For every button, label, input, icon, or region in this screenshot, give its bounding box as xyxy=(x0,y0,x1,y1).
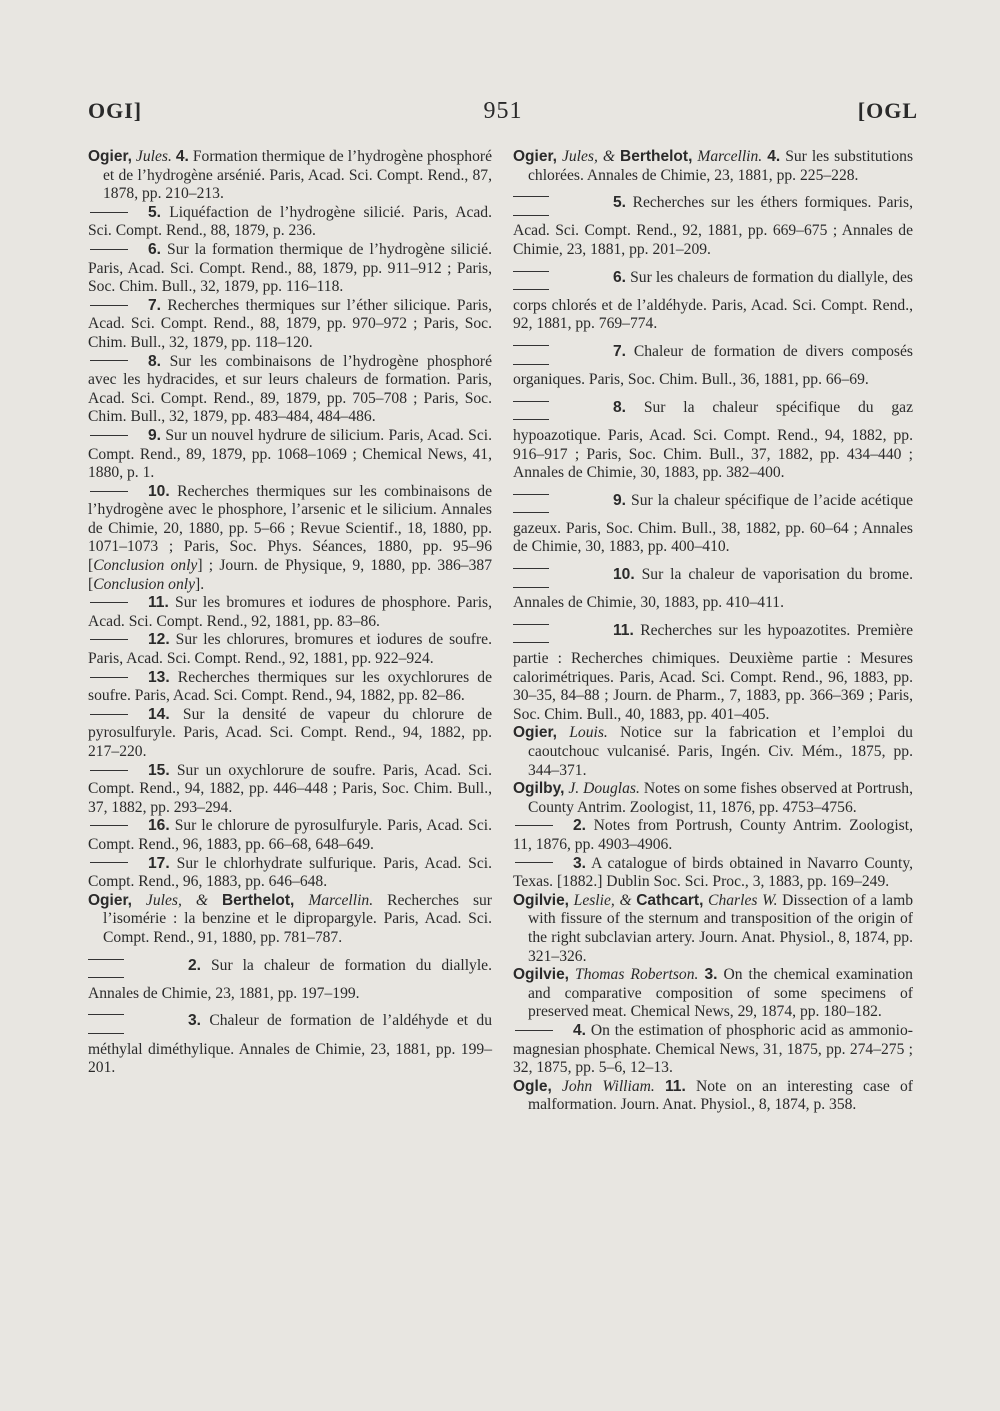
double-ditto-rule xyxy=(513,389,593,426)
entry-text: Recherches thermiques sur l’éther silicique. Paris, Acad. Sci. Compt. Rend., 88, 1879, pp. 970–972 ; Paris, Soc. Chim. Bull., 32, 1879, pp. 118–120. xyxy=(88,296,492,351)
bibliography-entry xyxy=(88,353,492,427)
entry-number: 3. xyxy=(573,854,587,872)
bibliography-entry xyxy=(88,892,492,948)
ditto-rule xyxy=(90,249,128,250)
entry-number: 17. xyxy=(148,854,170,872)
entry-text: Sur la chaleur de formation du diallyle. Annales de Chimie, 23, 1881, pp. 197–199. xyxy=(88,956,492,1002)
entry-number: 14. xyxy=(148,705,170,723)
ditto-rule xyxy=(515,825,553,826)
entry-text: Recherches thermiques sur les oxychlorures de soufre. Paris, Acad. Sci. Compt. Rend., 94, 1882, pp. 82–86. xyxy=(88,668,492,705)
entry-text: Formation thermique de l’hydrogène phosphoré et de l’hydrogène arsénié. Paris, Acad. Sci. Compt. Rend., 87, 1878, pp. 210–213. xyxy=(103,148,492,203)
entry-number: 2. xyxy=(188,956,202,974)
entry-text: On the estimation of phosphoric acid as ammonio-magnesian phosphate. Chemical News, 31, 1875, pp. 274–275 ; 32, 1875, pp. 5–6, 12–13. xyxy=(513,1021,913,1077)
entry-text: Recherches thermiques sur les combinaisons de l’hydrogène avec le phosphore, l’arsenic et le silicium. Annales de Chimie, 20, 1880, pp. 5–66 ; Revue Scientif., 18, 1880, pp. 1071–1073 ; Paris, Soc. Phys. Séances, 1880, pp. 95–96 [ xyxy=(88,482,492,575)
author-name: Ogier, xyxy=(513,148,557,165)
entry-number: 8. xyxy=(148,352,162,370)
bibliography-entry xyxy=(513,185,913,259)
coauthor-name: Berthelot, xyxy=(221,891,295,909)
bibliography-entry xyxy=(513,780,913,817)
coauthor-given-name: Marcellin. xyxy=(697,148,763,165)
entry-number: 4. xyxy=(573,1021,587,1039)
entry-number: 11. xyxy=(613,622,634,640)
double-ditto-rule xyxy=(513,482,593,519)
bibliography-entry xyxy=(88,148,492,204)
entry-number: 9. xyxy=(613,491,627,509)
page-number: 951 xyxy=(483,98,523,124)
entry-number: 12. xyxy=(148,631,170,649)
entry-text: Notice sur la fabrication et l’emploi du caoutchouc vulcanisé. Paris, Ingén. Civ. Mém., 1875, pp. 344–371. xyxy=(528,724,913,779)
ditto-rule xyxy=(90,212,128,213)
entry-number: 11. xyxy=(148,594,169,612)
bibliography-entry xyxy=(88,631,492,668)
entry-number: 4. xyxy=(175,148,189,165)
ditto-rule xyxy=(90,435,128,436)
entry-text: Sur un nouvel hydrure de silicium. Paris, Acad. Sci. Compt. Rend., 89, 1879, pp. 1068–1069 ; Chemical News, 41, 1880, p. 1. xyxy=(88,426,492,482)
entry-text: Sur les chaleurs de formation du diallyle, des corps chlorés et de l’aldéhyde. Paris, Acad. Sci. Compt. Rend., 92, 1881, pp. 769–774. xyxy=(513,268,913,333)
coauthor-name: Berthelot, xyxy=(620,148,693,165)
bibliography-entry xyxy=(88,297,492,353)
entry-text: Sur la formation thermique de l’hydrogène silicié. Paris, Acad. Sci. Compt. Rend., 88, 1879, pp. 911–912 ; Paris, Soc. Chim. Bull., 32, 1879, pp. 116–118. xyxy=(88,240,493,296)
entry-text: Sur les chlorures, bromures et iodures de soufre. Paris, Acad. Sci. Compt. Rend., 92, 1881, pp. 922–924. xyxy=(88,631,492,668)
italic-note: Conclusion only xyxy=(93,575,195,593)
ditto-rule xyxy=(90,602,128,603)
entry-number: 11. xyxy=(664,1077,686,1095)
author-given-name: Jules, xyxy=(145,891,182,909)
ditto-rule xyxy=(90,677,128,678)
entry-text: ] ; Journ. de Physique, 9, 1880, pp. 386–387 [ xyxy=(88,557,492,593)
coauthor-given-name: Marcellin. xyxy=(308,891,374,909)
ditto-rule xyxy=(90,770,128,771)
bibliography-entry xyxy=(88,427,492,483)
bibliography-entry xyxy=(513,1078,913,1115)
ditto-rule xyxy=(90,862,128,863)
entry-number: 9. xyxy=(148,426,162,444)
bibliography-entry xyxy=(88,817,492,854)
bibliography-entry xyxy=(513,613,913,725)
entry-text: Sur la densité de vapeur du chlorure de pyrosulfuryle. Paris, Acad. Sci. Compt. Rend., 94, 1882, pp. 217–220. xyxy=(88,705,492,760)
ampersand: & xyxy=(195,891,208,909)
author-given-name: Jules. xyxy=(135,148,172,165)
entry-number: 6. xyxy=(613,268,627,286)
entry-text: A catalogue of birds obtained in Navarro County, Texas. [1882.] Dublin Soc. Sci. Proc., 3, 1883, pp. 169–249. xyxy=(513,854,913,891)
ditto-rule xyxy=(90,360,128,361)
entry-text: Liquéfaction de l’hydrogène silicié. Paris, Acad. Sci. Compt. Rend., 88, 1879, p. 236. xyxy=(88,203,492,240)
entry-text: Chaleur de formation de l’aldéhyde et du méthylal diméthylique. Annales de Chimie, 23, 1881, pp. 199–201. xyxy=(88,1012,492,1077)
bibliography-entry xyxy=(513,483,913,557)
coauthor-name: Cathcart, xyxy=(636,891,704,909)
entry-number: 8. xyxy=(613,398,627,416)
author-name: Ogilby, xyxy=(513,780,565,798)
double-ditto-rule xyxy=(513,612,593,649)
running-head-left: OGI] xyxy=(88,98,143,123)
author-given-name: John William. xyxy=(561,1077,655,1095)
entry-number: 5. xyxy=(148,203,162,221)
entry-text: Sur la chaleur spécifique de l’acide acétique gazeux. Paris, Soc. Chim. Bull., 38, 1882, pp. 60–64 ; Annales de Chimie, 30, 1883, pp. 400–410. xyxy=(513,491,913,556)
entry-text: On the chemical examination and comparative composition of some specimens of preserved meat. Chemical News, 29, 1874, pp. 180–182. xyxy=(528,966,913,1021)
entry-text: Sur la chaleur de vaporisation du brome. Annales de Chimie, 30, 1883, pp. 410–411. xyxy=(513,566,913,612)
entry-number: 7. xyxy=(148,296,162,314)
entry-text: Note on an interesting case of malformation. Journ. Anat. Physiol., 8, 1874, p. 358. xyxy=(528,1077,913,1114)
entry-text: Notes from Portrush, County Antrim. Zoologist, 11, 1876, pp. 4903–4906. xyxy=(513,817,913,853)
entry-text: ]. xyxy=(195,575,205,593)
author-given-name: Louis. xyxy=(569,724,608,742)
entry-text: Recherches sur les éthers formiques. Paris, Acad. Sci. Compt. Rend., 92, 1881, pp. 669–675 ; Annales de Chimie, 23, 1881, pp. 201–209. xyxy=(513,194,913,258)
entry-text: Chaleur de formation de divers composés organiques. Paris, Soc. Chim. Bull., 36, 1881, pp. 66–69. xyxy=(513,343,913,389)
author-given-name: J. Douglas. xyxy=(568,780,640,798)
bibliography-entry xyxy=(88,1003,492,1077)
ampersand: & xyxy=(602,148,616,165)
entry-number: 2. xyxy=(573,817,587,835)
entry-text: Sur la chaleur spécifique du gaz hypoazotique. Paris, Acad. Sci. Compt. Rend., 94, 1882, pp. 916–917 ; Paris, Soc. Chim. Bull., 37, 1882, pp. 434–440 ; Annales de Chimie, 30, 1883, pp. 382–400. xyxy=(513,398,913,482)
entry-number: 10. xyxy=(613,566,635,584)
bibliography-entry xyxy=(88,204,492,241)
author-given-name: Thomas Robertson. xyxy=(575,966,699,984)
author-name: Ogilvie, xyxy=(513,891,569,909)
entry-number: 10. xyxy=(148,482,170,500)
bibliography-entry xyxy=(88,706,492,762)
entry-number: 5. xyxy=(613,194,627,212)
ditto-rule xyxy=(90,714,128,715)
bibliography-entry xyxy=(88,483,492,595)
entry-text: Sur le chlorhydrate sulfurique. Paris, Acad. Sci. Compt. Rend., 96, 1883, pp. 646–648. xyxy=(88,854,492,891)
bibliography-entry xyxy=(513,334,913,390)
ampersand: & xyxy=(619,891,632,909)
author-name: Ogilvie, xyxy=(513,966,569,984)
bibliography-entry xyxy=(513,1022,913,1078)
right-column xyxy=(513,148,913,1115)
bibliography-entry xyxy=(88,762,492,818)
ditto-rule xyxy=(90,305,128,306)
author-given-name: Leslie, xyxy=(573,891,615,909)
entry-text: Sur les bromures et iodures de phosphore. Paris, Acad. Sci. Compt. Rend., 92, 1881, pp. 83–86. xyxy=(88,594,492,630)
entry-text: Recherches sur les hypoazotites. Première partie : Recherches chimiques. Deuxième partie : Mesures calorimétriques. Paris, Acad. Sci. Compt. Rend., 96, 1883, pp. 30–35, 84–88 ; Journ. de Pharm., 7, 1883, pp. 366–369 ; Paris, Soc. Chim. Bull., 40, 1883, pp. 401–405. xyxy=(513,622,913,723)
entry-number: 3. xyxy=(704,966,718,984)
entry-text: Sur les combinaisons de l’hydrogène phosphoré avec les hydracides, et sur leurs chaleurs de formation. Paris, Acad. Sci. Compt. Rend., 89, 1879, pp. 705–708 ; Paris, Soc. Chim. Bull., 32, 1879, pp. 483–484, 484–486. xyxy=(88,352,492,426)
double-ditto-rule xyxy=(88,947,168,984)
bibliography-entry xyxy=(513,148,913,185)
running-head-right: [OGL xyxy=(857,98,918,123)
bibliography-entry xyxy=(513,557,913,613)
double-ditto-rule xyxy=(513,184,593,221)
author-name: Ogle, xyxy=(513,1077,552,1095)
bibliography-entry xyxy=(513,390,913,483)
double-ditto-rule xyxy=(513,259,593,296)
left-column xyxy=(88,148,492,1078)
ditto-rule xyxy=(90,639,128,640)
entry-text: Sur le chlorure de pyrosulfuryle. Paris, Acad. Sci. Compt. Rend., 96, 1883, pp. 66–68, 648–649. xyxy=(88,817,492,853)
bibliography-entry xyxy=(513,892,913,966)
entry-number: 15. xyxy=(148,761,170,779)
bibliography-entry xyxy=(88,669,492,706)
entry-number: 3. xyxy=(188,1012,202,1030)
italic-note: Conclusion only xyxy=(93,557,198,575)
entry-text: Dissection of a lamb with fissure of the sternum and transposition of the origin of the right subclavian artery. Journ. Anat. Physiol., 8, 1874, pp. 321–326. xyxy=(528,891,913,965)
bibliography-entry xyxy=(513,724,913,780)
page-header xyxy=(88,98,918,138)
author-name: Ogier, xyxy=(88,148,132,165)
bibliography-entry xyxy=(88,594,492,631)
entry-number: 16. xyxy=(148,817,170,835)
bibliography-entry xyxy=(513,817,913,854)
author-name: Ogier, xyxy=(513,724,557,742)
bibliography-entry xyxy=(88,948,492,1004)
bibliography-entry xyxy=(513,260,913,334)
ditto-rule xyxy=(515,1030,553,1031)
double-ditto-rule xyxy=(513,333,593,370)
entry-number: 7. xyxy=(613,343,627,361)
entry-text: Sur un oxychlorure de soufre. Paris, Acad. Sci. Compt. Rend., 94, 1882, pp. 446–448 ; Paris, Soc. Chim. Bull., 37, 1882, pp. 293–294. xyxy=(88,761,492,816)
bibliography-entry xyxy=(88,855,492,892)
entry-number: 4. xyxy=(767,148,781,165)
ditto-rule xyxy=(90,491,128,492)
entry-text: Sur les substitutions chlorées. Annales de Chimie, 23, 1881, pp. 225–228. xyxy=(528,148,914,184)
ditto-rule xyxy=(515,862,553,863)
bibliography-entry xyxy=(88,241,492,297)
author-given-name: Jules, xyxy=(561,148,598,165)
coauthor-given-name: Charles W. xyxy=(708,891,778,909)
author-name: Ogier, xyxy=(88,891,132,909)
entry-text: Notes on some fishes observed at Portrush, County Antrim. Zoologist, 11, 1876, pp. 4753–4756. xyxy=(528,780,914,816)
ditto-rule xyxy=(90,825,128,826)
entry-number: 13. xyxy=(148,668,170,686)
double-ditto-rule xyxy=(513,556,593,593)
double-ditto-rule xyxy=(88,1002,168,1039)
entry-text: Recherches sur l’isomérie : la benzine et le dipropargyle. Paris, Acad. Sci. Compt. Rend., 91, 1880, pp. 781–787. xyxy=(103,891,493,946)
entry-number: 6. xyxy=(148,240,162,258)
bibliography-entry xyxy=(513,966,913,1022)
bibliography-entry xyxy=(513,855,913,892)
